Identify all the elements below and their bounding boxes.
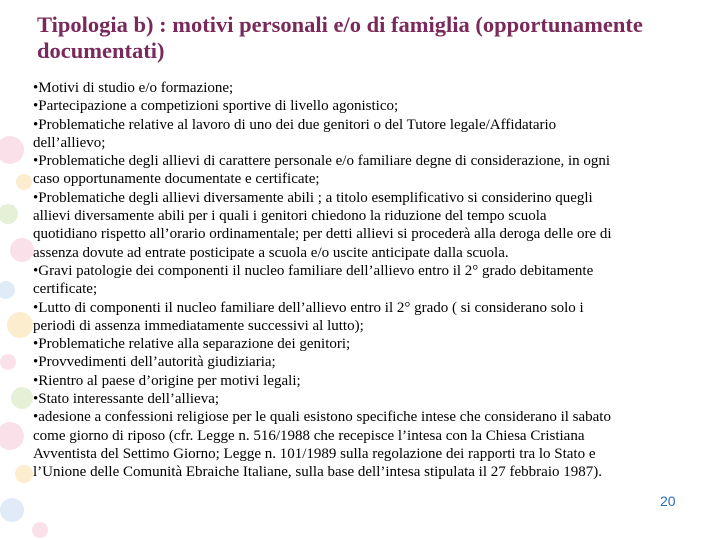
decor-circle [0, 136, 24, 164]
body-line: •adesione a confessioni religiose per le quali esistono specifiche intese che considerano il sabato [33, 409, 611, 426]
decor-circle [7, 312, 33, 338]
body-line: •Stato interessante dell’allieva; [33, 391, 220, 408]
decor-circle [10, 238, 34, 262]
body-line: •Provvedimenti dell’autorità giudiziaria; [33, 354, 276, 371]
body-line: come giorno di riposo (cfr. Legge n. 516/1988 che recepisce l’intesa con la Chiesa Cristiana [33, 427, 585, 444]
body-line: assenza dovute ad entrate posticipate a scuola e/o uscite anticipate dalla scuola. [33, 244, 509, 261]
body-line: •Rientro al paese d’origine per motivi legali; [33, 372, 301, 389]
decor-circle [16, 174, 32, 190]
body-line: l’Unione delle Comunità Ebraiche Italiane, sulla base dell’intesa stipulata il 27 febbraio 1987). [33, 464, 602, 481]
body-line: allievi diversamente abili per i quali i genitori chiedono la riduzione del tempo scuola [33, 208, 547, 225]
decor-circle [0, 498, 24, 522]
body-line: •Lutto di componenti il nucleo familiare dell’allievo entro il 2° grado ( si considerano solo i [33, 299, 584, 316]
decor-circle [11, 387, 33, 409]
body-line: caso opportunamente documentate e certificate; [33, 171, 320, 188]
body-line: •Gravi patologie dei componenti il nucleo familiare dell’allievo entro il 2° grado debitamente [33, 262, 594, 279]
body-line: •Partecipazione a competizioni sportive di livello agonistico; [33, 98, 399, 115]
page-number: 20 [660, 493, 676, 509]
decor-circle [0, 204, 18, 224]
slide-title-line: Tipologia b) : motivi personali e/o di famiglia (opportunamente [37, 12, 643, 37]
slide-body [33, 79, 693, 482]
body-line: dell’allievo; [33, 134, 106, 151]
decor-circle [15, 465, 33, 483]
body-line: •Problematiche degli allievi di carattere personale e/o familiare degne di considerazione, in ogni [33, 153, 611, 170]
body-line: certificate; [33, 281, 98, 298]
decor-circle [0, 422, 24, 450]
body-line: Avventista del Settimo Giorno; Legge n. 101/1989 sulla regolazione dei rapporti tra lo Stato e [33, 445, 596, 462]
slide-title-line: documentati) [37, 38, 165, 63]
body-line: •Problematiche degli allievi diversamente abili ; a titolo esemplificativo si considerino quegli [33, 189, 593, 206]
body-line: •Motivi di studio e/o formazione; [33, 80, 234, 96]
body-line: periodi di assenza immediatamente successivi al lutto); [33, 317, 364, 334]
body-line: •Problematiche relative al lavoro di uno dei due genitori o del Tutore legale/Affidatario [33, 116, 557, 133]
decor-circle [0, 354, 16, 370]
decor-circle [0, 281, 15, 299]
decor-circle [32, 522, 48, 538]
body-line: quotidiano rispetto all’orario ordinamentale; per detti allievi si procederà alla deroga delle ore di [33, 226, 612, 243]
slide-title [37, 12, 707, 64]
body-line: •Problematiche relative alla separazione dei genitori; [33, 336, 351, 353]
